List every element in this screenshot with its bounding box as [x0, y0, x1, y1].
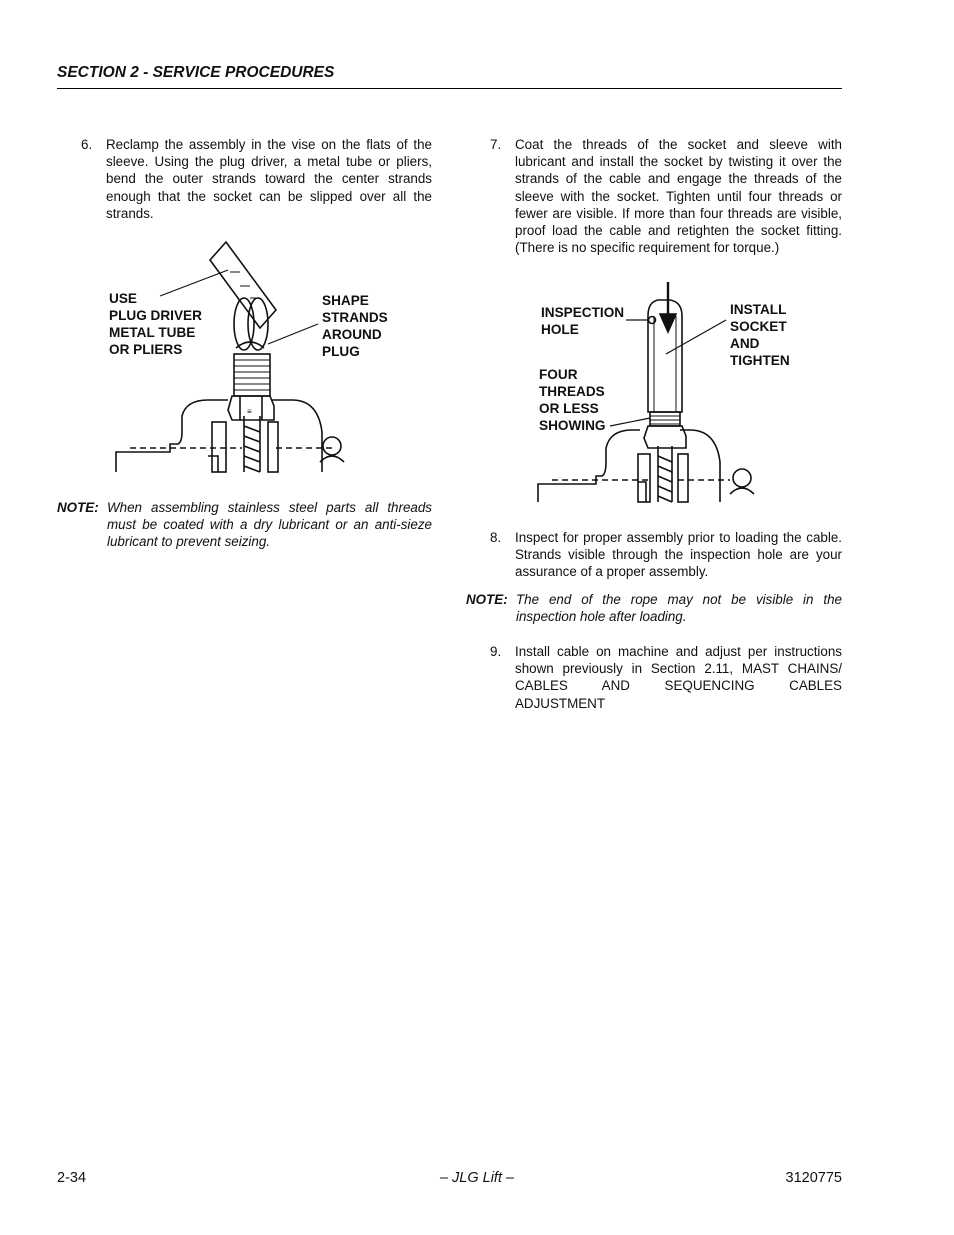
step-text: Coat the threads of the socket and sleeve with lubricant and install the socket by twisting it over the strands of the cable and engage the threads of the sleeve with the socket. Tighten until four threads or fewer are visible. If more than four threads are visible, proof load the cable and retighten the socket fitting. (There is no specific requirement for torque.)	[515, 137, 842, 256]
step-text: Inspect for proper assembly prior to loading the cable. Strands visible through the inspection hole are your assurance of a proper assembly.	[515, 530, 842, 580]
label-inspection-hole: INSPECTION HOLE	[541, 305, 625, 337]
step-number: 9.	[490, 644, 502, 659]
step-number: 8.	[490, 530, 502, 545]
label-shape-strands: SHAPE STRANDS AROUND PLUG	[322, 293, 388, 359]
step-number: 7.	[490, 137, 502, 152]
note-stainless	[57, 499, 432, 555]
label-use-plug-driver: USE PLUG DRIVER METAL TUBE OR PLIERS	[109, 291, 202, 357]
step-6	[81, 136, 432, 226]
step-text: Reclamp the assembly in the vise on the flats of the sleeve. Using the plug driver, a metal tube or pliers, bend the outer strands toward the center strands enough that the socket can be slipped over all the strands.	[106, 137, 432, 221]
label-four-threads: FOUR THREADS OR LESS SHOWING	[539, 367, 606, 433]
note-rope-end	[466, 591, 842, 631]
step-8	[490, 529, 842, 585]
note-label: NOTE:	[57, 500, 99, 515]
page-number: 2-34	[57, 1170, 87, 1186]
note-text: The end of the rope may not be visible in the inspection hole after loading.	[516, 592, 842, 625]
step-7	[490, 136, 842, 260]
figure-plug-driver	[100, 236, 440, 476]
step-number: 6.	[81, 137, 93, 152]
figure-install-socket	[530, 276, 830, 506]
svg-text:≡: ≡	[247, 407, 252, 416]
note-text: When assembling stainless steel parts all threads must be coated with a dry lubricant or an anti-sieze lubricant to prevent seizing.	[107, 500, 432, 550]
step-text: Install cable on machine and adjust per instructions shown previously in Section 2.11, MAST CHAINS/ CABLES AND SEQUENCING CABLES ADJUSTMENT	[515, 644, 842, 711]
section-header: SECTION 2 - SERVICE PROCEDURES	[57, 64, 335, 81]
step-9	[490, 643, 842, 715]
label-install-socket: INSTALL SOCKET AND TIGHTEN	[730, 302, 790, 368]
note-label: NOTE:	[466, 592, 508, 607]
header-rule	[57, 88, 842, 89]
footer-title: – JLG Lift –	[439, 1170, 515, 1186]
document-number: 3120775	[785, 1170, 842, 1186]
